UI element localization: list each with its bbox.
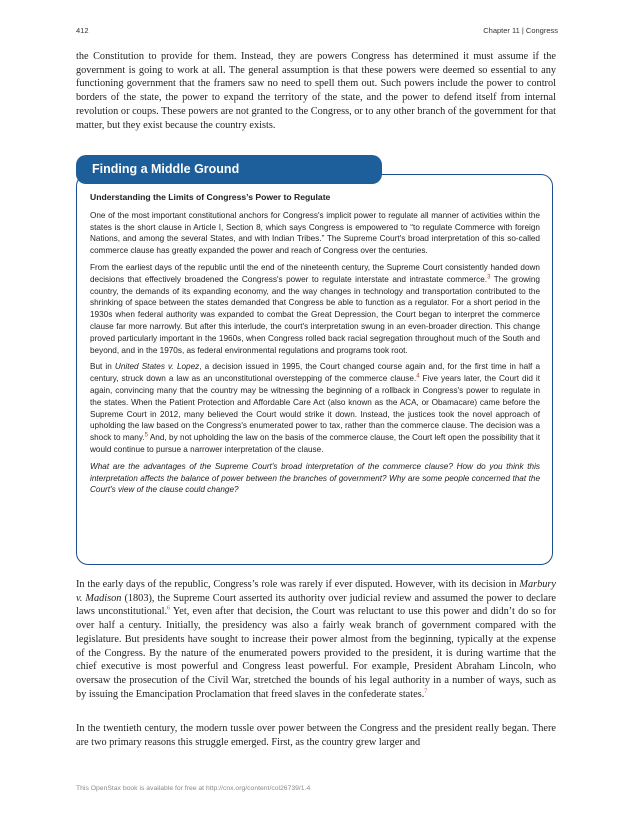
feature-paragraph	[90, 361, 540, 455]
text-run: In the early days of the republic, Congress’s role was rarely if ever disputed. However, with its decision in	[76, 579, 520, 590]
footnote-ref-7[interactable]: 7	[424, 688, 428, 695]
feature-paragraph	[90, 262, 540, 356]
footnote-ref-6[interactable]: 6	[167, 605, 171, 612]
case-name: Marbury v. Madison	[76, 579, 556, 604]
footnote-ref-5[interactable]: 5	[144, 432, 148, 439]
page-number: 412	[76, 26, 89, 35]
feature-paragraph: One of the most important constitutional anchors for Congress's implicit power to regulate all manner of activities within the states is the short clause in Article I, Section 8, which says Congress is empowered to “to regulate Commerce with foreign Nations, and among the several States, and with Indian Tribes.” The Supreme Court's broad interpretation of this so-called commerce clause has greatly expanded the power and reach of Congress over the centuries.	[90, 210, 540, 256]
feature-question: What are the advantages of the Supreme Court's broad interpretation of the commerce clause? How do you think this interpretation affects the balance of power between the branches of government? Why are some people concerned that the Court's view of the clause could change?	[90, 461, 540, 495]
footer-note: This OpenStax book is available for free at http://cnx.org/content/col26739/1.4	[76, 785, 311, 792]
body-paragraph: In the twentieth century, the modern tussle over power between the Congress and the president really began. There are two primary reasons this struggle emerged. First, as the country grew larger and	[76, 723, 556, 748]
footnote-ref-4[interactable]: 4	[416, 373, 420, 380]
body-paragraph	[76, 578, 556, 701]
text-run: The growing country, the demands of its expanding economy, and the way changes in technology and transportation contributed to the shrinking of space between the states demanded that Congress be able to function as a regulator. For a short period in the 1930s when federal authority was expanded to combat the Great Depression, the Court began to interpret the commerce clause far more narrowly. But after this interlude, the court's interpretation swung in an even-broader direction. This change proved particularly important in the 1960s, when Congress rolled back racial segregation throughout much of the South and beyond, and in the 1970s, as federal environmental regulations and programs took root.	[90, 274, 540, 355]
text-run: Five years later, the Court did it again, convincing many that the country may be witnessing the beginning of a rollback in Congress's power to regulate in the states. When the Patient Protection and Affordable Care Act (also known as the ACA, or Obamacare) came before the Supreme Court in 2012, many believed the Court would strike it down. Instead, the justices took the novel approach of upholding the law based on the Congress's enumerated power to tax, rather than the commerce clause. The decision was a shock to many.	[90, 374, 540, 443]
text-run: , a decision issued in 1995, the Court changed course again and, for the first time in half a century, struck down a law as an unconstitutional overstepping of the commerce clause.	[90, 362, 540, 384]
intro-paragraph: the Constitution to provide for them. Instead, they are powers Congress has determined it must assume if the government is going to work at all. The general assumption is that these powers were deemed so essential to any functioning government that the framers saw no need to spell them out. Such powers include the power to control borders of the state, the power to expand the territory of the state, and the power to defend itself from internal revolution or coups. These powers are not granted to the Congress, or to any other branch of the government for that matter, but they exist because the country exists.	[76, 51, 556, 131]
feature-content	[90, 192, 540, 496]
text-run: And, by not upholding the law on the basis of the commerce clause, the Court left open the possibility that it would continue to pursue a narrower interpretation of the clause.	[90, 433, 540, 454]
text-run: From the earliest days of the republic until the end of the nineteenth century, the Supreme Court consistently handed down decisions that effectively broadened the Congress's power to regulate interstate and intrastate commerce.	[90, 262, 540, 284]
text-run: Yet, even after that decision, the Court was reluctant to use this power and didn’t do so for over half a century. Initially, the presidency was also a fairly weak branch of government compared with the legislature. But presidents have sought to increase their power almost from the beginning, typically at the expense of the Congress. By the nature of the enumerated powers provided to the president, it is during wartime that the chief executive is most powerful and Congress least powerful. For example, President Abraham Lincoln, who oversaw the prosecution of the Civil War, stretched the bounds of his legal authority in a number of ways, such as by issuing the Emancipation Proclamation that freed slaves in the confederate states.	[76, 606, 557, 700]
running-head: Chapter 11 | Congress	[483, 26, 558, 35]
text-run: But in	[90, 362, 115, 372]
feature-tab-title: Finding a Middle Ground	[76, 155, 382, 184]
footnote-ref-3[interactable]: 3	[487, 274, 491, 281]
text-run: (1803), the Supreme Court asserted its authority over judicial review and assumed the power to declare laws unconstitutional.	[76, 592, 556, 618]
case-name: United States v. Lopez	[114, 362, 200, 372]
feature-heading: Understanding the Limits of Congress’s Power to Regulate	[90, 192, 331, 202]
